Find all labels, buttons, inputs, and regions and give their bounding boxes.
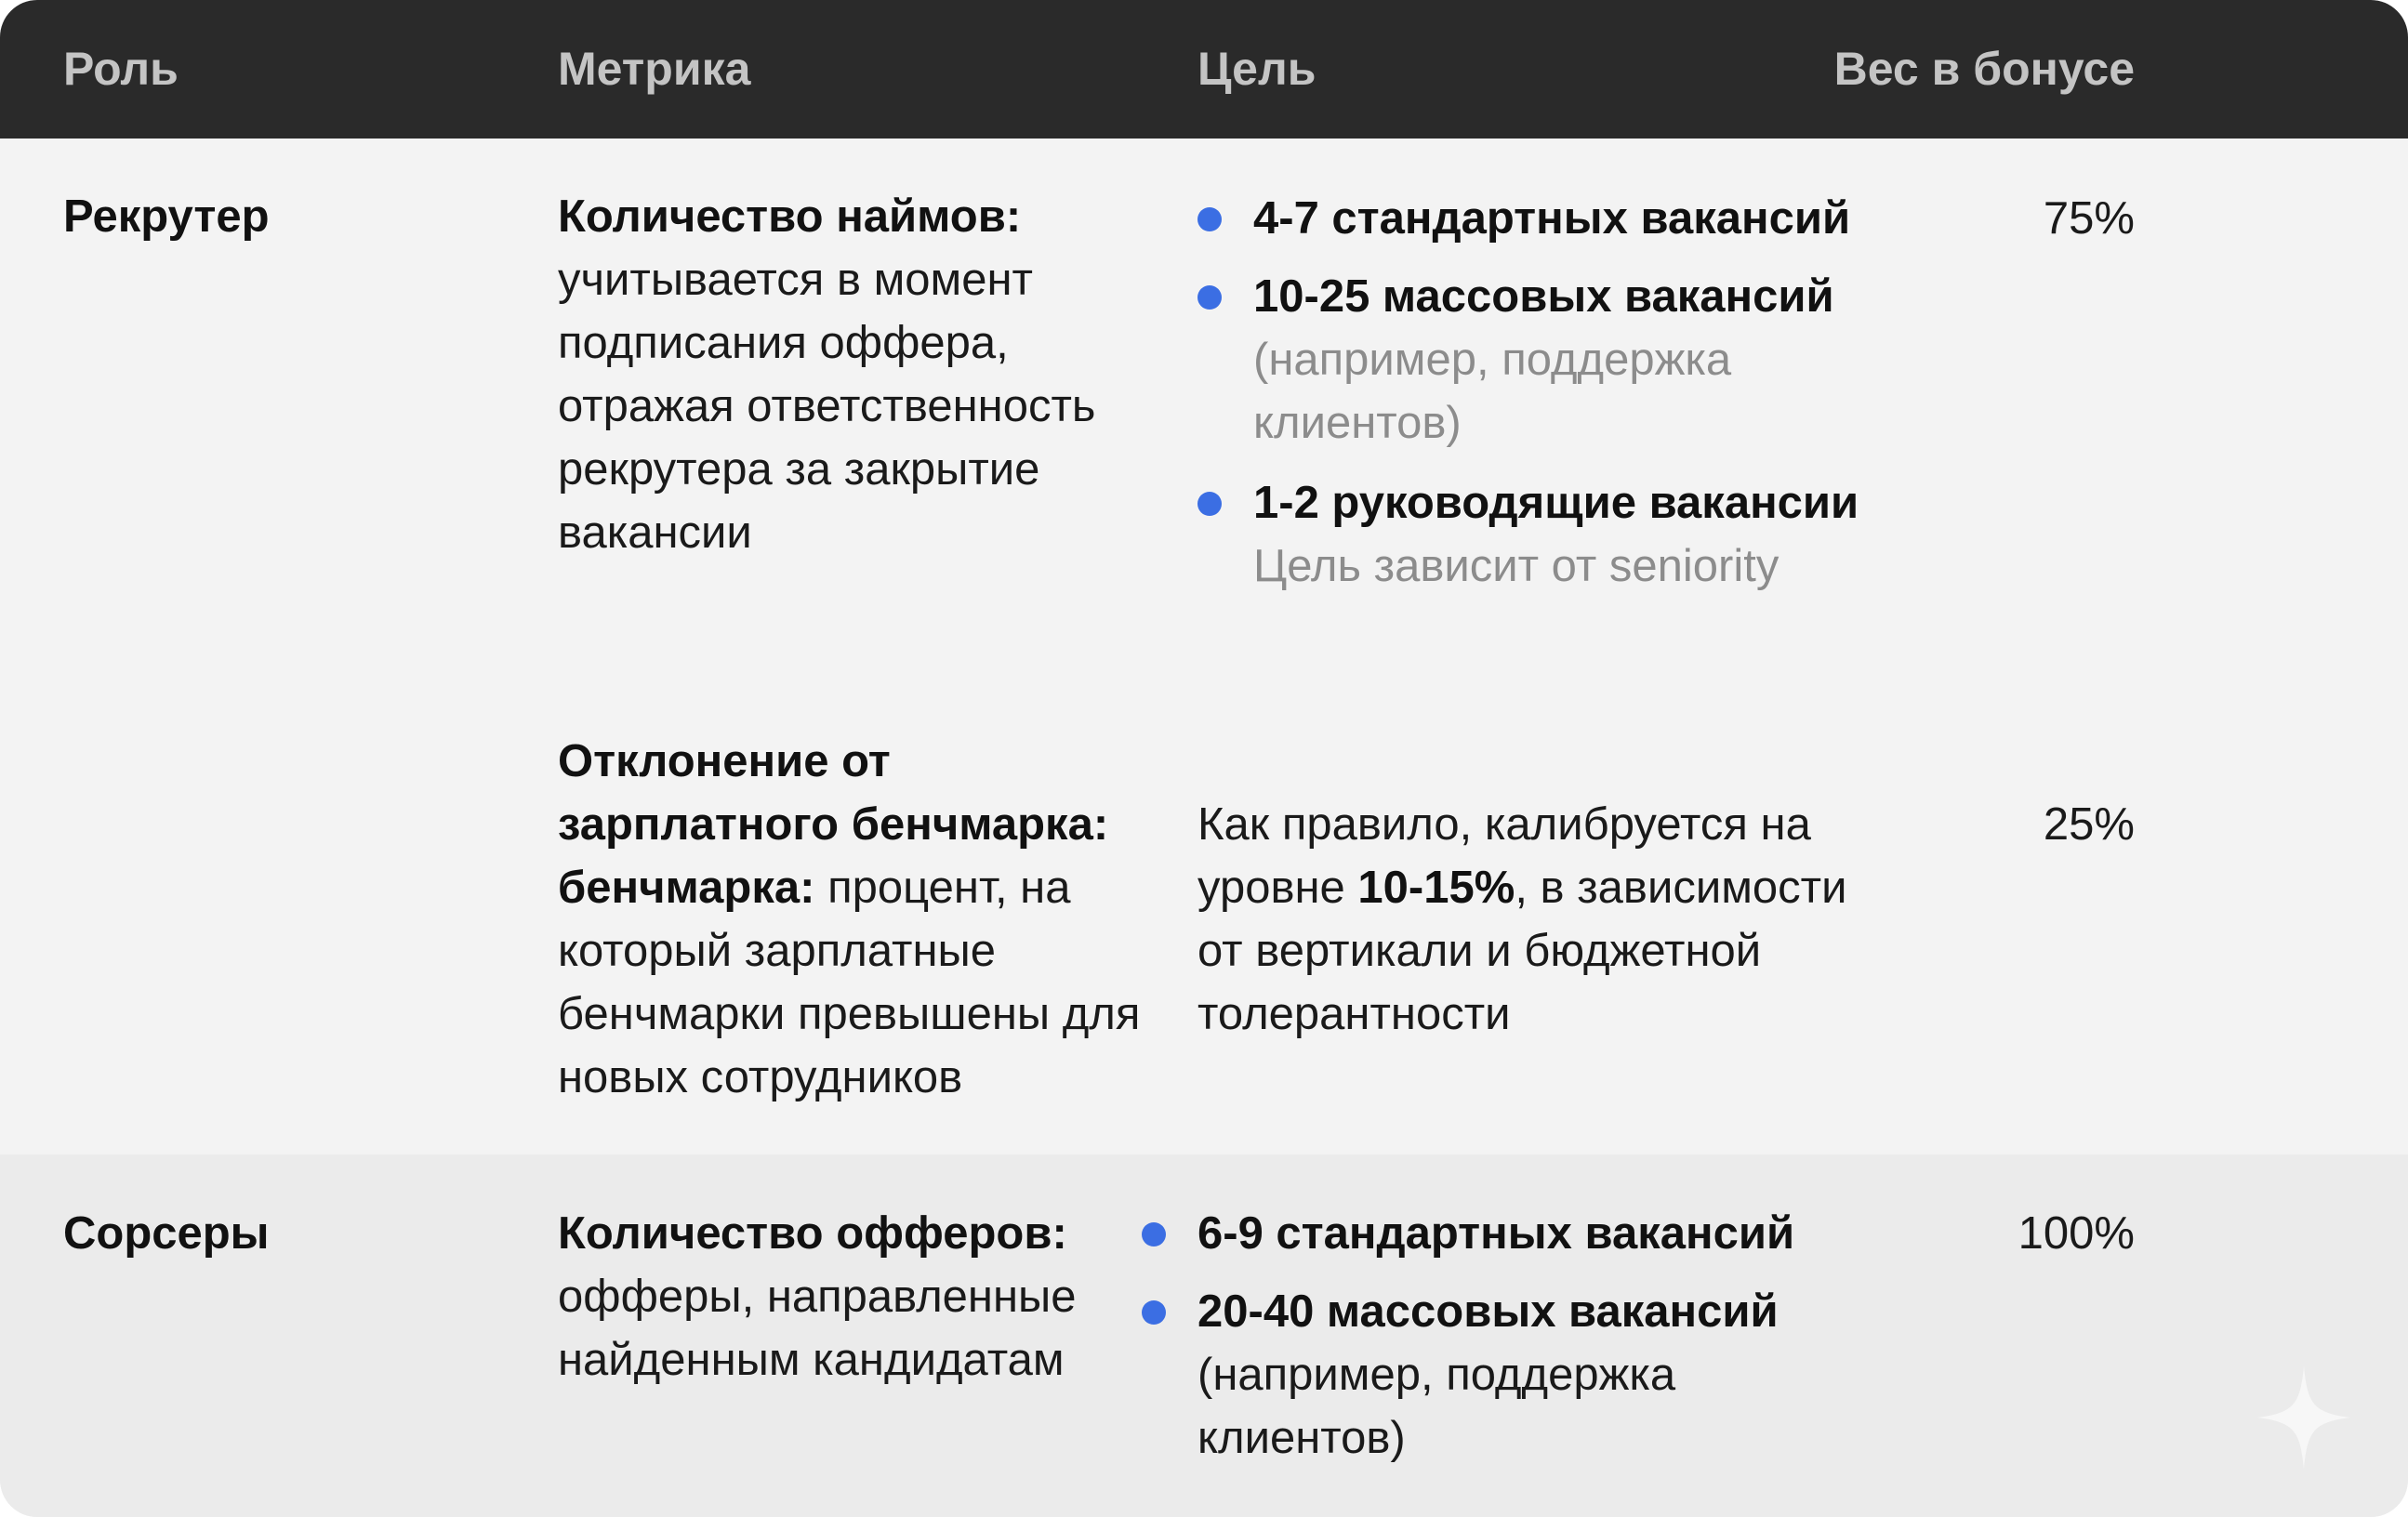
header-metric: Метрика [558,43,751,95]
metric-title: Количество наймов: [558,191,1022,242]
metric-description: процент, на который зарплатные бенчмарки превышены для новых сотрудников [558,863,1141,1102]
bullet-icon [1197,492,1222,516]
role-cell: Сорсеры [63,1208,270,1259]
bullet-icon [1142,1222,1166,1247]
weight-cell: 75% [2043,193,2135,244]
goal-note: (например, поддержка клиентов) [1253,335,1732,448]
goal-label: 1-2 руководящие вакансии [1253,478,1859,528]
goal-list [1197,187,1923,614]
goal-list [1142,1202,1867,1486]
goal-cell [1197,793,1867,1046]
goal-label: 4-7 стандартных вакансий [1253,193,1851,244]
goal-value: 10-15% [1357,863,1515,913]
sparkle-icon [2257,1366,2350,1469]
bullet-icon [1142,1300,1166,1325]
goal-item [1142,1202,1867,1265]
metric-title: Отклонение от зарплатного бенчмарка: бенчмарка: [558,736,1109,913]
goal-text: Как правило, калибруется на уровне [1197,799,1811,913]
goal-label: 10-25 массовых вакансий [1253,271,1834,322]
header-role: Роль [63,43,179,95]
weight-cell: 25% [2043,799,2135,850]
metric-description: учитывается в момент подписания оффера, отражая ответственность рекрутера за закрытие вакансии [558,255,1096,558]
metric-cell [558,1202,1134,1392]
goal-label: 20-40 массовых вакансий [1197,1286,1779,1337]
weight-cell: 100% [2018,1208,2135,1259]
header-weight: Вес в бонусе [1833,43,2135,95]
goal-item [1197,471,1923,598]
header-goal: Цель [1197,43,1316,95]
metric-cell [558,185,1162,564]
goal-note: Цель зависит от seniority [1253,541,1780,591]
metric-description: офферы, направленные найденным кандидатам [558,1272,1077,1385]
role-cell: Рекрутер [63,191,270,242]
metric-cell [558,730,1162,1109]
goal-item [1142,1280,1867,1470]
goal-text: , в зависимости от вертикали и бюджетной толерантности [1197,863,1847,1039]
goal-item [1197,187,1923,250]
goal-item [1197,265,1923,455]
goal-note: (например, поддержка клиентов) [1197,1350,1676,1463]
table-header [0,0,2408,139]
bullet-icon [1197,285,1222,310]
bullet-icon [1197,207,1222,231]
metric-title: Количество офферов: [558,1208,1067,1259]
goal-label: 6-9 стандартных вакансий [1197,1208,1795,1259]
